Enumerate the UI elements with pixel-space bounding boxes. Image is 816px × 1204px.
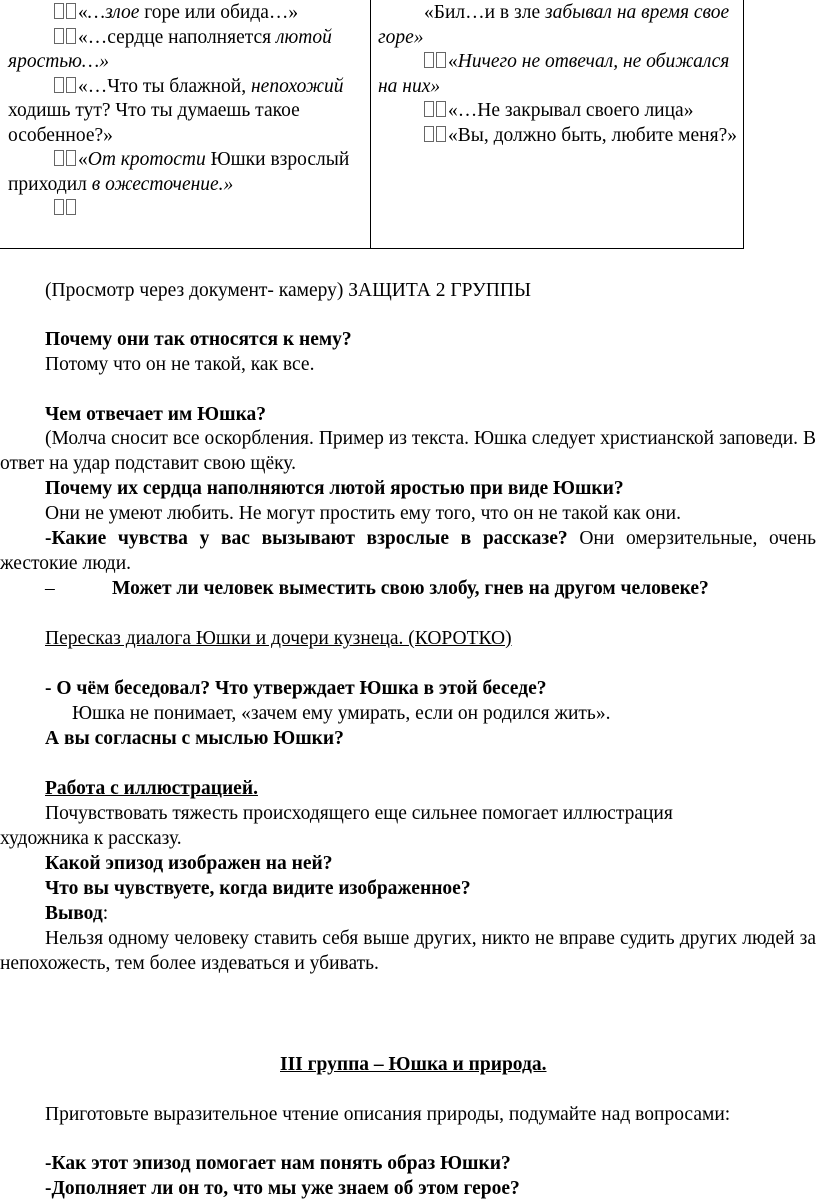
dash-bullet: – (45, 578, 55, 599)
missing-glyph-icon (66, 3, 76, 19)
missing-glyph-icon (66, 199, 76, 215)
table-column-divider (370, 0, 371, 249)
table-quote-left (8, 1, 366, 26)
table-quote-right (378, 50, 740, 99)
quote-text: « (78, 2, 88, 23)
table-quote-left (8, 148, 366, 197)
quote-text: « (78, 149, 88, 170)
table-cell-right (378, 1, 740, 148)
illustration-heading: Работа с иллюстрацией. (45, 778, 258, 799)
table-quote-left (8, 75, 366, 149)
question-feel-image: Что вы чувствуете, когда видите изображенное? (45, 878, 471, 899)
answer-attitude: Потому что он не такой, как все. (45, 354, 315, 375)
quote-text: непохожий (250, 75, 344, 97)
conclusion-text: Нельзя одному человеку ставить себя выше других, никто не вправе судить других людей за непохожесть, тем более издеваться и убивать. (0, 928, 816, 974)
answer-conversation: Юшка не понимает, «зачем ему умирать, если он родился жить». (72, 703, 611, 724)
question-agree: А вы согласны с мыслью Юшки? (45, 728, 344, 749)
missing-glyph-icon (54, 77, 64, 93)
missing-glyph-icon (436, 126, 446, 142)
quote-text: ходишь тут? Что ты думаешь такое особенное?» (8, 100, 300, 146)
missing-glyph-icon (54, 199, 64, 215)
missing-glyph-icon (436, 101, 446, 117)
missing-glyph-icon (66, 77, 76, 93)
retell-heading: Пересказ диалога Юшки и дочери кузнеца. (КОРОТКО) (45, 628, 512, 649)
question-feelings: -Какие чувства у вас вызывают взрослые в рассказе? Они омерзительные, очень жестокие люди. (0, 528, 816, 574)
conclusion-label: Вывод: (45, 903, 109, 924)
missing-glyph-icon (66, 28, 76, 44)
question-anger: Может ли человек выместить свою злобу, гнев на другом человеке? (112, 578, 709, 599)
group3-heading: III группа – Юшка и природа. (280, 1054, 547, 1075)
answer-rage: Они не умеют любить. Не могут простить ему того, что он не такой как они. (45, 503, 681, 524)
group3-task: Приготовьте выразительное чтение описания природы, подумайте над вопросами: (45, 1104, 731, 1125)
question-episode-image: -Как этот эпизод помогает нам понять образ Юшки? (45, 1153, 511, 1174)
table-quote-left (8, 197, 366, 222)
quote-text: …злое (87, 2, 140, 23)
missing-glyph-icon (54, 3, 64, 19)
quote-text: « (448, 51, 458, 72)
table-cell-left (8, 1, 366, 222)
illustration-text: Почувствовать тяжесть происходящего еще сильнее помогает иллюстрация художника к рассказу. (0, 803, 673, 849)
missing-glyph-icon (424, 101, 434, 117)
table-quote-right (378, 124, 740, 149)
quote-text: «Бил…и в зле (424, 2, 545, 23)
quote-text: От кротости (87, 149, 206, 170)
quote-text: горе или обида…» (139, 2, 299, 23)
table-quote-right (378, 1, 740, 50)
quote-text: забывал на время свое горе» (378, 2, 730, 48)
quote-text: Юшки взрослый приходил (8, 149, 350, 195)
question-attitude: Почему они так относятся к нему? (45, 329, 352, 350)
quote-text: лютой яростью…» (8, 26, 332, 72)
quote-text: «…сердце наполняется (78, 26, 276, 48)
quote-text: «Вы, должно быть, любите меня?» (448, 124, 737, 146)
quote-text: в ожесточение.» (91, 173, 234, 195)
missing-glyph-icon (424, 126, 434, 142)
question-complement: -Дополняет ли он то, что мы уже знаем об этом герое? (45, 1178, 520, 1199)
table-quote-right (378, 99, 740, 124)
document-camera-note: (Просмотр через документ- камеру) ЗАЩИТА 2 ГРУППЫ (45, 280, 531, 301)
table-quote-left (8, 26, 366, 75)
missing-glyph-icon (66, 150, 76, 166)
quote-text: «…Что ты блажной, (78, 75, 251, 97)
question-episode: Какой эпизод изображен на ней? (45, 853, 333, 874)
missing-glyph-icon (436, 52, 446, 68)
missing-glyph-icon (54, 28, 64, 44)
answer-response: (Молча сносит все оскорбления. Пример из текста. Юшка следует христианской заповеди. В ответ на удар подставит свою щёку. (0, 428, 816, 474)
missing-glyph-icon (424, 52, 434, 68)
quote-text: Ничего не отвечал, не обижался на них» (378, 51, 730, 97)
question-rage: Почему их сердца наполняются лютой яростью при виде Юшки? (45, 478, 624, 499)
quote-table (0, 0, 744, 249)
question-conversation: - О чём беседовал? Что утверждает Юшка в этой беседе? (45, 678, 547, 699)
missing-glyph-icon (54, 150, 64, 166)
quote-text: «…Не закрывал своего лица» (448, 100, 694, 121)
question-response: Чем отвечает им Юшка? (45, 404, 267, 425)
